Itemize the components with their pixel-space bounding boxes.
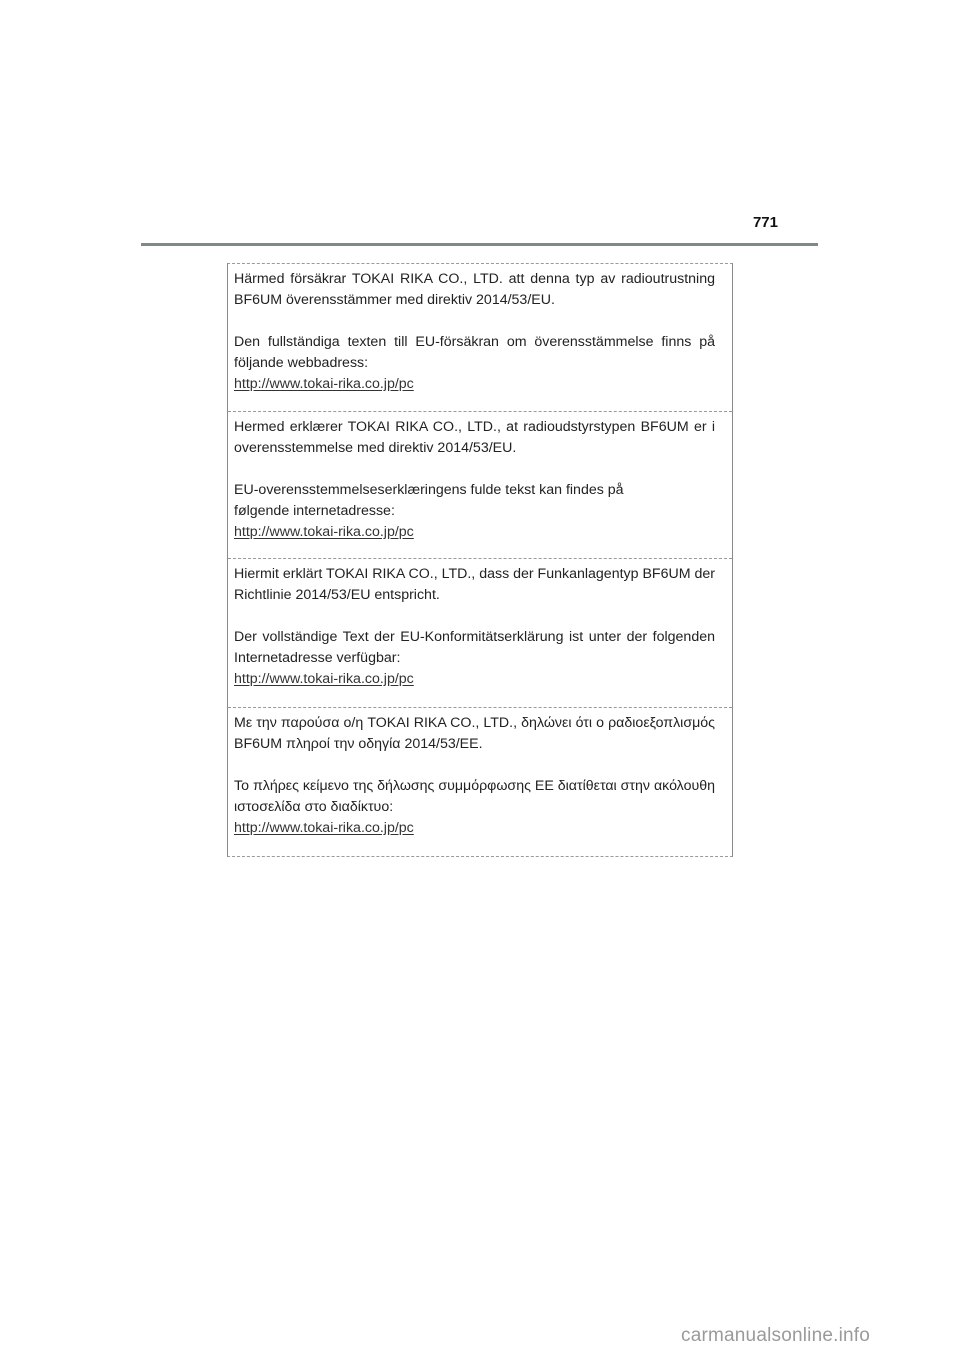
- full-text-note: Το πλήρες κείμενο της δήλωσης συμμόρφωσης ΕΕ διατίθεται στην ακόλουθη ιστοσελίδα στο διαδίκτυο:: [234, 778, 715, 815]
- declaration-statement: Hermed erklærer TOKAI RIKA CO., LTD., at radioudstyrstypen BF6UM er i overensstemmelse med direktiv 2014/53/EU.: [234, 419, 715, 456]
- watermark: carmanualsonline.info: [681, 1325, 871, 1346]
- full-text-note-line1: EU-overensstemmelseserklæringens fulde tekst kan findes på: [234, 482, 624, 498]
- declaration-danish: [228, 411, 732, 558]
- full-text-note: Der vollständige Text der EU-Konformitätserklärung ist unter der folgenden Internetadresse verfügbar:: [234, 629, 715, 666]
- declaration-url-link[interactable]: http://www.tokai-rika.co.jp/pc: [234, 820, 414, 836]
- header-rule: [141, 243, 818, 246]
- full-text-note-line2: følgende internetadresse:: [234, 503, 395, 519]
- declaration-url-link[interactable]: http://www.tokai-rika.co.jp/pc: [234, 524, 414, 540]
- page-number: 771: [752, 214, 778, 231]
- declaration-statement: Hiermit erklärt TOKAI RIKA CO., LTD., dass der Funkanlagentyp BF6UM der Richtlinie 2014/53/EU entspricht.: [234, 566, 715, 603]
- declaration-german: [228, 558, 732, 707]
- declaration-url-link[interactable]: http://www.tokai-rika.co.jp/pc: [234, 376, 414, 392]
- declaration-swedish: [228, 264, 732, 411]
- full-text-note: Den fullständiga texten till EU-försäkran om överensstämmelse finns på följande webbadress:: [234, 334, 715, 371]
- declaration-statement: Härmed försäkrar TOKAI RIKA CO., LTD. att denna typ av radioutrustning BF6UM överensstämmer med direktiv 2014/53/EU.: [234, 271, 715, 308]
- declaration-greek: [228, 707, 732, 857]
- declaration-box: [227, 263, 733, 857]
- declaration-url-link[interactable]: http://www.tokai-rika.co.jp/pc: [234, 671, 414, 687]
- declaration-statement: Με την παρούσα ο/η TOKAI RIKA CO., LTD., δηλώνει ότι ο ραδιοεξοπλισμός BF6UM πληροί την οδηγία 2014/53/ΕΕ.: [234, 715, 715, 752]
